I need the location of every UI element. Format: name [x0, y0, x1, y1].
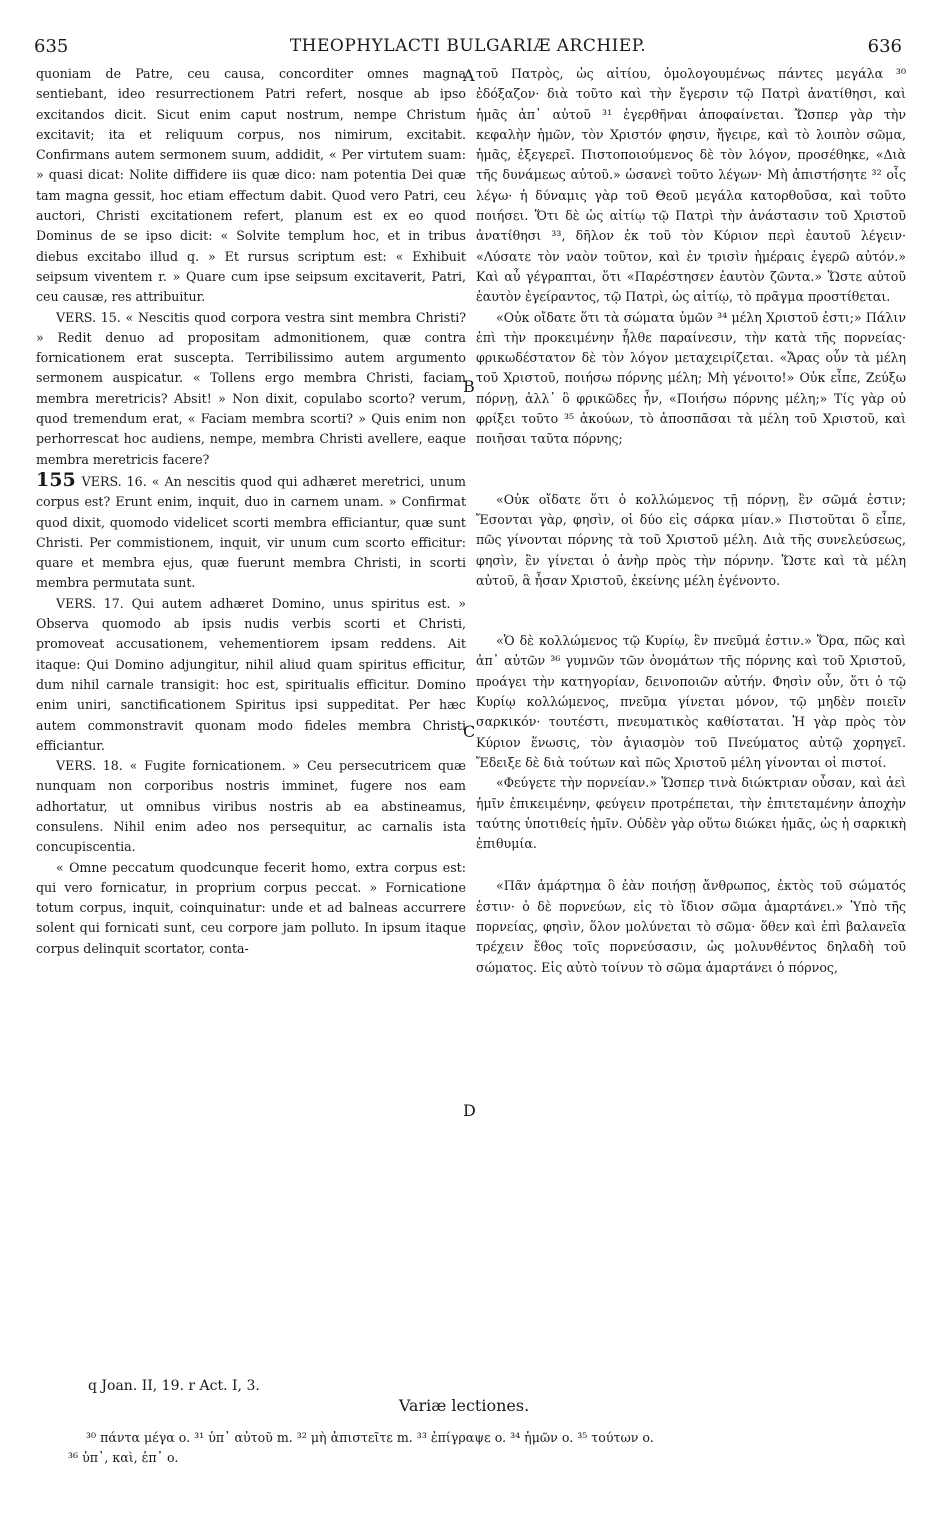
- page-number-left: 635: [34, 36, 69, 57]
- greek-paragraph-2: «Οὐκ οἴδατε ὅτι τὰ σώματα ὑμῶν ³⁴ μέλη Χριστοῦ ἐστι;» Πάλιν ἐπὶ τὴν προκειμένην ἦλθε παραίνεσιν, τὴν κατὰ τῆς πορνείας· φρικωδέστατον δὲ τὸν λόγον μεταχειρίζεται. «Ἄρας οὖν τὰ μέλη τοῦ Χριστοῦ, ποιήσω πόρνης μέλη; Μὴ γένοιτο!» Οὐκ εἶπε, Ζεύξω πόρνῃ, ἀλλ᾽ ὃ φρικῶδες ἦν, «Ποιήσω πόρνης μέλη;» Τίς γὰρ οὐ φρίξει τοῦτο ³⁵ ἀκούων, τὸ ἀποσπᾶσαι τὰ μέλη τοῦ Χριστοῦ, καὶ ποιῆσαι ταῦτα πόρνης;: [476, 309, 906, 447]
- latin-column: [36, 64, 466, 959]
- margin-mark-a: A: [463, 66, 475, 85]
- margin-mark-c: C: [463, 722, 476, 741]
- greek-paragraph-1: τοῦ Πατρὸς, ὡς αἰτίου, ὁμολογουμένως πάντες μεγάλα ³⁰ ἐδόξαζον· διὰ τοῦτο καὶ τὴν ἔγερσιν τῷ Πατρὶ ἀνατίθησι, καὶ ἡμᾶς ἀπ᾽ αὐτοῦ ³¹ ἐγερθῆναι ἀποφαίνεται. Ὥσπερ γὰρ τὴν κεφαλὴν ἡμῶν, τὸν Χριστόν φησιν, ἤγειρε, καὶ τὸ λοιπὸν σῶμα, ἡμᾶς, ἐξεγερεῖ. Πιστοποιούμενος δὲ τὸν λόγον, προσέθηκε, «Διὰ τῆς δυνάμεως αὐτοῦ.» ὡσανεὶ τοῦτο λέγων· Μὴ ἀπιστήσητε ³² οἷς λέγω· ἡ δύναμις γὰρ τοῦ Θεοῦ μεγάλα κατορθοῦσα, καὶ τοῦτο ποιήσει. Ὅτι δὲ ὡς αἰτίῳ τῷ Πατρὶ τὴν ἀνάστασιν τοῦ Χριστοῦ ἀνατίθησι ³³, δῆλον ἐκ τοῦ τὸν Κύριον περὶ ἑαυτοῦ λέγειν· «Λύσατε τὸν ναὸν τοῦτον, καὶ ἐν τρισὶν ἡμέραις ἐγερῶ αὐτόν.» Καὶ αὖ γέγραπται, ὅτι «Παρέστησεν ἑαυτὸν ζῶντα.» Ὥστε αὐτοῦ ἑαυτὸν ἐγείραντος, τῷ Πατρὶ, ὡς αἰτίῳ, τὸ πρᾶγμα προστίθεται.: [476, 66, 906, 305]
- variae-lectiones-title: Variæ lectiones.: [398, 1396, 530, 1415]
- latin-paragraph-3: [36, 470, 466, 594]
- page-number-right: 636: [867, 36, 902, 57]
- greek-paragraph-5: «Φεύγετε τὴν πορνείαν.» Ὥσπερ τινὰ διώκτριαν οὖσαν, καὶ ἀεὶ ἡμῖν ἐπικειμένην, φεύγειν προτρέπεται, τὴν ἐπιτεταμένην ἀποχὴν ταύτης ὑποτιθείς ἡμῖν. Οὐδὲν γὰρ οὕτω διώκει ἡμᾶς, ὡς ἡ σαρκικὴ ἐπιθυμία.: [476, 775, 906, 852]
- greek-paragraph-4: «Ὁ δὲ κολλώμενος τῷ Κυρίῳ, ἓν πνεῦμά ἐστιν.» Ὅρα, πῶς καὶ ἀπ᾽ αὐτῶν ³⁶ γυμνῶν τῶν ὀνομάτων τῆς πόρνης καὶ τοῦ Χριστοῦ, προάγει τὴν κατηγορίαν, δεινοποιῶν αὐτήν. Φησὶν οὖν, ὅτι ὁ τῷ Κυρίῳ κολλώμενος, πνεῦμα γίνεται μόνον, τῷ μηδὲν ποιεῖν σαρκικόν· τουτέστι, πνευματικὸς καθίσταται. Ἡ γὰρ πρὸς τὸν Κύριον ἕνωσις, τὸν ἁγιασμὸν τοῦ Πνεύματος αὐτῷ χορηγεῖ. Ἔδειξε δὲ διὰ τούτων καὶ πῶς Χριστοῦ μέλη γίνονται οἱ πιστοί.: [476, 633, 906, 770]
- latin-paragraph-2: VERS. 15. « Nescitis quod corpora vestra sint membra Christi? » Redit denuo ad propositam admonitionem, quæ contra fornicationem erat suscepta. Terribilissimo autem argumento sermonem auspicatur. « Tollens ergo membra Christi, faciam membra meretricis? Absit! » Non dixit, copulabo scorto? verum, quod tremendum erat, « Faciam membra scorti? » Quis enim non perhorrescat hoc audiens, nempe, membra Christi avellere, eaque membra meretricis facere?: [36, 309, 466, 467]
- greek-column: [476, 64, 906, 978]
- latin-paragraph-3-text: VERS. 16. « An nescitis quod qui adhæret meretrici, unum corpus est? Erunt enim, inquit, duo in carnem unam. » Confirmat quod dixit, quomodo videlicet scorti membra efficiantur, quæ sunt Christi. Per commistionem, inquit, vir unum cum scorto efficitur: quare et membra ejus, quæ fuerunt membra Christi, in scorti membra permutata sunt.: [36, 473, 466, 591]
- page-header: [34, 36, 902, 60]
- greek-paragraph-6: «Πᾶν ἁμάρτημα ὃ ἐὰν ποιήσῃ ἄνθρωπος, ἐκτὸς τοῦ σώματός ἐστιν· ὁ δὲ πορνεύων, εἰς τὸ ἴδιον σῶμα ἁμαρτάνει.» Ὑπὸ τῆς πορνείας, φησὶν, ὅλον μολύνεται τὸ σῶμα· ὅθεν καὶ ἐπὶ βαλανεῖα τρέχειν ἔθος τοῖς πορνεύσασιν, ὡς μολυνθέντος δηλαδὴ τοῦ σώματος. Εἰς αὐτὸ τοίνυν τὸ σῶμα ἁμαρτάνει ὁ πόρνος,: [476, 878, 906, 975]
- latin-paragraph-1: quoniam de Patre, ceu causa, concorditer omnes magna sentiebant, ideo resurrectionem Patri refert, nosque ab ipso excitandos dicit. Sicut enim caput nostrum, nempe Christum excitavit; ita et reliquum corpus, nos nimirum, excitabit. Confirmans autem sermonem suum, addidit, « Per virtutem suam: » quasi dicat: Nolite diffidere iis quæ dico: nam potentia Dei quæ tam magna gessit, hoc etiam effectum dabit. Quod vero Patri, ceu auctori, Christi excitationem refert, planum est ex eo quod Dominus de se ipso dicit: « Solvite templum hoc, et in tribus diebus excitabo illud q. » Et rursus scriptum est: « Exhibuit seipsum viventem r. » Quare cum ipse seipsum excitaverit, Patri, ceu causæ, res attribuitur.: [36, 66, 466, 305]
- variae-lectiones-line-2: ³⁶ ὑπ᾽, καὶ, ἐπ᾽ o.: [68, 1450, 179, 1465]
- running-title: THEOPHYLACTI BULGARIÆ ARCHIEP.: [289, 36, 647, 56]
- latin-paragraph-6: « Omne peccatum quodcunque fecerit homo, extra corpus est: qui vero fornicatur, in proprium corpus peccat. » Fornicatione totum corpus, inquit, coinquinatur: unde et ad balneas accurrere solent qui fornicati sunt, ceu corpore jam polluto. In ipsum itaque corpus delinquit scortator, conta-: [36, 859, 466, 956]
- variae-lectiones-line-1: ³⁰ πάντα μέγα o. ³¹ ὑπ᾽ αὐτοῦ m. ³² μὴ ἀπιστεῖτε m. ³³ ἐπίγραψε o. ³⁴ ἡμῶν o. ³⁵ τούτων o.: [86, 1430, 654, 1445]
- latin-paragraph-5: VERS. 18. « Fugite fornicationem. » Ceu persecutricem quæ nunquam non corporibus nostris imminet, fugere nos eam adhortatur, ut omnibus viribus nostris ab ea abstineamus, consulens. Nihil enim adeo nos persequitur, ac carnalis ista concupiscentia.: [36, 758, 466, 855]
- footnote-references: q Joan. II, 19. r Act. I, 3.: [88, 1378, 260, 1394]
- latin-paragraph-4: VERS. 17. Qui autem adhæret Domino, unus spiritus est. » Observa quomodo ab ipsis nudis verbis scorti et Christi, promoveat accusationem, vehementiorem ipsam reddens. Ait itaque: Qui Domino adjungitur, nihil aliud quam spiritus efficitur, dum nihil carnale transigit: hoc est, spiritualis efficitur. Domino enim uniri, sanctificationem Spiritus ipsi suppeditat. Per hæc autem commonstravit quonam modo fideles membra Christi efficiantur.: [36, 595, 466, 753]
- margin-mark-b: B: [463, 377, 475, 396]
- column-number: 155: [36, 468, 76, 491]
- margin-mark-d: D: [463, 1101, 476, 1120]
- greek-paragraph-3: «Οὐκ οἴδατε ὅτι ὁ κολλώμενος τῇ πόρνῃ, ἓν σῶμά ἐστιν; Ἔσονται γὰρ, φησὶν, οἱ δύο εἰς σάρκα μίαν.» Πιστοῦται ὃ εἶπε, πῶς γίνονται πόρνης τὰ τοῦ Χριστοῦ μέλη. Διὰ τῆς συνελεύσεως, φησὶν, ἓν γίνεται ὁ ἀνὴρ πρὸς τὴν πόρνην. Ὥστε καὶ τὰ μέλη αὐτοῦ, ἃ ἦσαν Χριστοῦ, ἐκείνης μέλη ἐγένοντο.: [476, 491, 906, 588]
